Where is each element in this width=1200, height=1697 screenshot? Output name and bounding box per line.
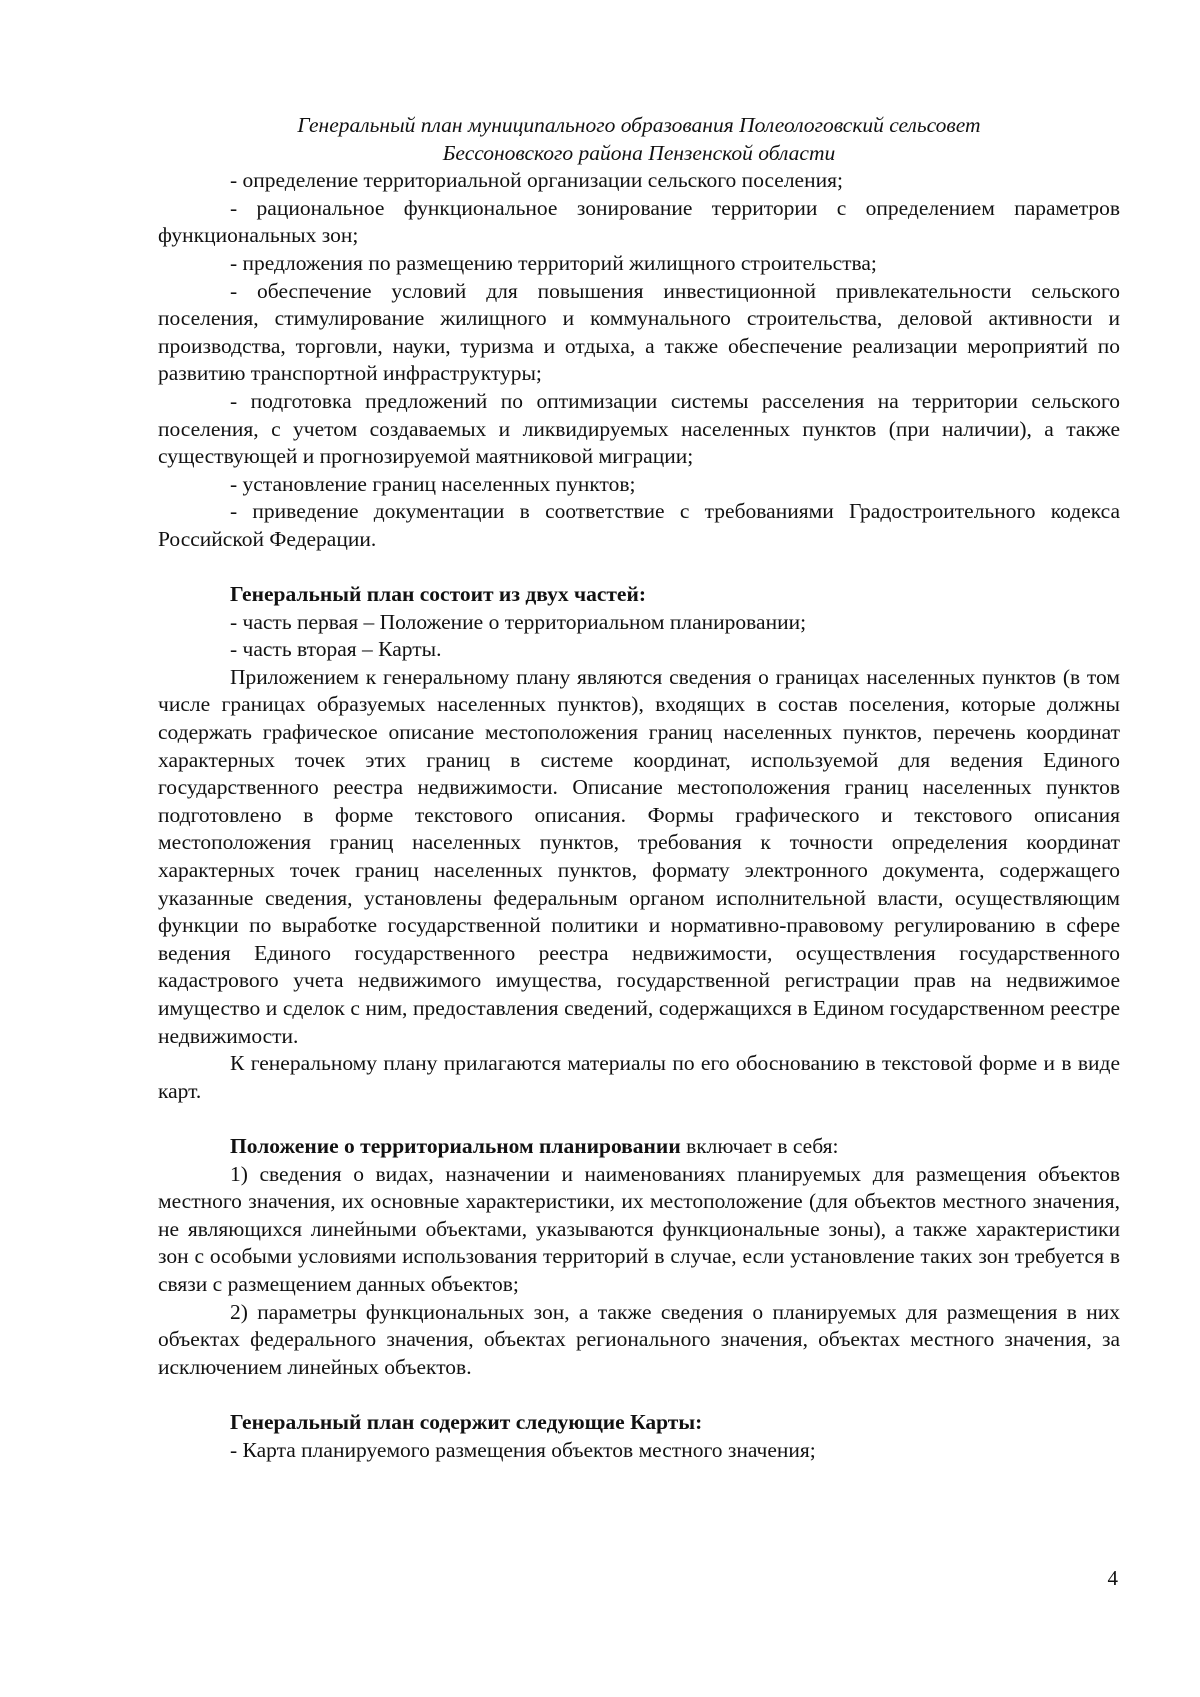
document-page (158, 112, 1120, 1464)
header-line-1: Генеральный план муниципального образования Полеологовский сельсовет (297, 113, 981, 137)
spacer (158, 1105, 1120, 1133)
paragraph: - приведение документации в соответствие с требованиями Градостроительного кодекса Российской Федерации. (158, 499, 1120, 551)
section-heading-rest: включает в себя: (680, 1133, 839, 1158)
list-item: - часть вторая – Карты. (230, 637, 442, 662)
paragraph: - рациональное функциональное зонирование территории с определением параметров функциональных зон; (158, 195, 1120, 248)
spacer (158, 554, 1120, 582)
paragraph: Приложением к генеральному плану являются сведения о границах населенных пунктов (в том числе границах образуемых населенных пунктов), входящих в состав поселения, которые должны содержать графическое описание местоположения границ населенных пунктов, перечень координат характерных точек этих границ в системе координат, используемой для ведения Единого государственного реестра недвижимости. Описание местоположения границ населенных пунктов подготовлено в форме текстового описания. Формы графического и текстового описания местоположения границ населенных пунктов, требования к точности определения координат характерных точек границ населенных пунктов, формату электронного документа, содержащего указанные сведения, установлены федеральным органом исполнительной власти, осуществляющим функции по выработке государственной политики и нормативно-правовому регулированию в сфере ведения Единого государственного реестра недвижимости, осуществления государственного кадастрового учета недвижимого имущества, государственной регистрации прав на недвижимое имущество и сделок с ним, предоставления сведений, содержащихся в Едином государственном реестре недвижимости. (158, 664, 1120, 1048)
paragraph: - установление границ населенных пунктов; (230, 471, 636, 496)
paragraph: К генеральному плану прилагаются материалы по его обоснованию в текстовой форме и в виде карт. (158, 1051, 1120, 1103)
header-line-2: Бессоновского района Пензенской области (442, 140, 836, 165)
page-number: 4 (1107, 1566, 1118, 1590)
section-heading (158, 1133, 1120, 1161)
list-item: 2) параметры функциональных зон, а также сведения о планируемых для размещения в них объектах федерального значения, объектах регионального значения, объектах местного значения, за исключением линейных объектов. (158, 1299, 1120, 1379)
paragraph: - обеспечение условий для повышения инвестиционной привлекательности сельского поселения, стимулирование жилищного и коммунального строительства, деловой активности и производства, торговли, науки, туризма и отдыха, а также обеспечение реализации мероприятий по развитию транспортной инфраструктуры; (158, 278, 1120, 386)
list-item: - часть первая – Положение о территориальном планировании; (230, 609, 807, 634)
section-heading: Генеральный план состоит из двух частей: (230, 582, 647, 607)
spacer (158, 1381, 1120, 1409)
section-heading-bold: Положение о территориальном планировании (230, 1133, 681, 1158)
paragraph: - подготовка предложений по оптимизации системы расселения на территории сельского поселения, с учетом создаваемых и ликвидируемых населенных пунктов (при наличии), а также существующей и прогнозируемой маятниковой миграции; (158, 388, 1120, 469)
paragraph: - определение территориальной организации сельского поселения; (230, 168, 843, 193)
paragraph: - предложения по размещению территорий жилищного строительства; (230, 250, 877, 275)
document-header (158, 112, 1120, 167)
list-item: - Карта планируемого размещения объектов местного значения; (230, 1437, 816, 1462)
section-heading: Генеральный план содержит следующие Карты: (230, 1409, 703, 1434)
list-item: 1) сведения о видах, назначении и наименованиях планируемых для размещения объектов местного значения, их основные характеристики, их местоположение (для объектов местного значения, не являющихся линейными объектами, указываются функциональные зоны), а также характеристики зон с особыми условиями использования территорий в случае, если установление таких зон требуется в связи с размещением данных объектов; (158, 1161, 1120, 1296)
